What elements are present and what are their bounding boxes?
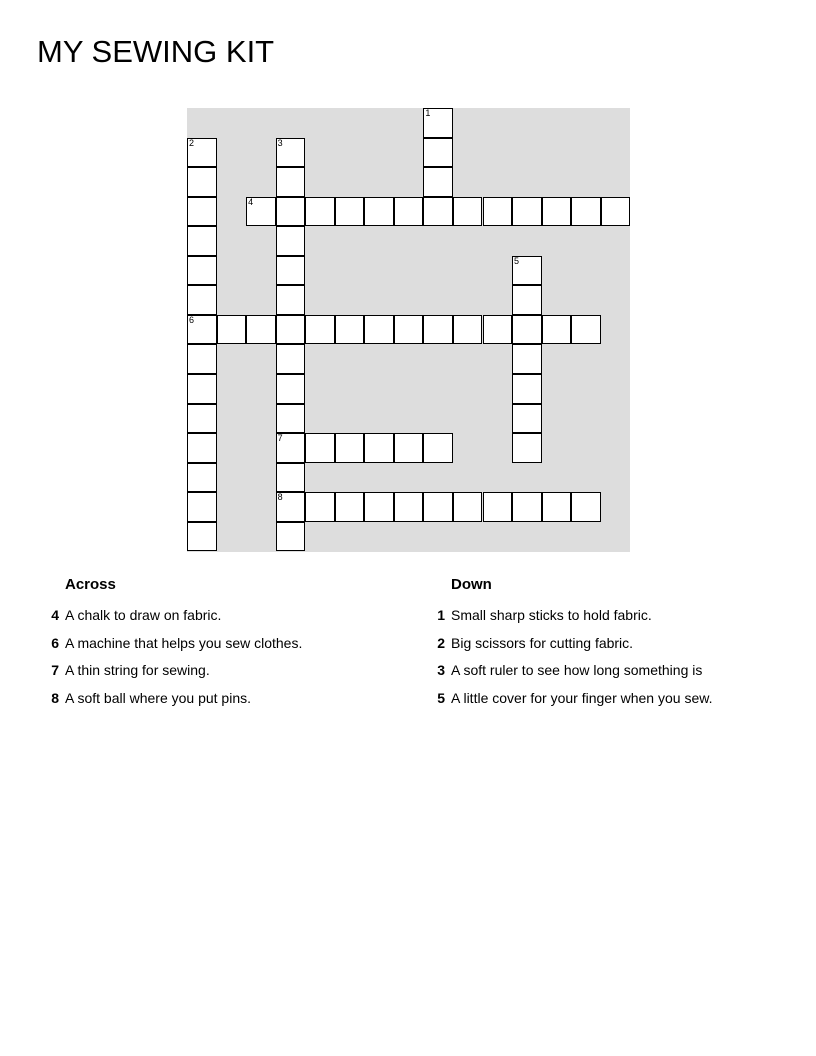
crossword-cell[interactable]	[305, 197, 335, 227]
crossword-cell[interactable]	[571, 492, 601, 522]
crossword-cell[interactable]	[423, 492, 453, 522]
across-clues	[37, 576, 302, 713]
crossword-cell[interactable]	[423, 433, 453, 463]
crossword-cell[interactable]	[571, 315, 601, 345]
crossword-cell[interactable]	[512, 315, 542, 345]
crossword-cell[interactable]	[335, 197, 365, 227]
clue-number: 6	[51, 634, 59, 651]
cell-number: 4	[248, 196, 254, 207]
crossword-cell[interactable]	[276, 522, 306, 552]
crossword-cell[interactable]	[483, 492, 513, 522]
crossword-cell[interactable]	[305, 315, 335, 345]
crossword-cell[interactable]	[187, 522, 217, 552]
crossword-cell[interactable]	[187, 197, 217, 227]
crossword-cell[interactable]	[453, 197, 483, 227]
crossword-cell[interactable]	[187, 404, 217, 434]
cell-number: 6	[189, 314, 195, 325]
crossword-cell[interactable]	[512, 197, 542, 227]
page-title: MY SEWING KIT	[37, 34, 275, 69]
clue-down	[423, 602, 712, 630]
crossword-cell[interactable]	[276, 404, 306, 434]
crossword-cell[interactable]	[423, 167, 453, 197]
crossword-grid	[187, 108, 630, 552]
crossword-cell[interactable]	[187, 492, 217, 522]
clue-across	[37, 630, 302, 658]
crossword-cell[interactable]	[394, 315, 424, 345]
crossword-cell[interactable]	[187, 433, 217, 463]
crossword-cell[interactable]	[276, 256, 306, 286]
crossword-cell[interactable]	[276, 344, 306, 374]
crossword-cell[interactable]	[512, 285, 542, 315]
crossword-cell[interactable]	[512, 492, 542, 522]
crossword-cell[interactable]	[187, 344, 217, 374]
crossword-cell[interactable]	[542, 315, 572, 345]
crossword-cell[interactable]	[335, 433, 365, 463]
crossword-cell[interactable]	[276, 492, 306, 522]
crossword-cell[interactable]	[246, 197, 276, 227]
crossword-cell[interactable]	[276, 226, 306, 256]
crossword-cell[interactable]	[187, 374, 217, 404]
crossword-cell[interactable]	[276, 285, 306, 315]
clue-down	[423, 685, 712, 713]
crossword-cell[interactable]	[571, 197, 601, 227]
crossword-cell[interactable]	[483, 315, 513, 345]
crossword-cell[interactable]	[364, 197, 394, 227]
clue-number: 2	[437, 634, 445, 651]
crossword-cell[interactable]	[187, 463, 217, 493]
clue-text: A soft ball where you put pins.	[65, 690, 251, 707]
crossword-cell[interactable]	[276, 197, 306, 227]
crossword-cell[interactable]	[276, 463, 306, 493]
crossword-cell[interactable]	[512, 433, 542, 463]
crossword-cell[interactable]	[453, 492, 483, 522]
clue-number: 1	[437, 607, 445, 623]
crossword-cell[interactable]	[394, 197, 424, 227]
clue-text: Big scissors for cutting fabric.	[451, 634, 634, 651]
clue-number: 5	[437, 690, 445, 707]
crossword-cell[interactable]	[423, 197, 453, 227]
crossword-cell[interactable]	[276, 315, 306, 345]
crossword-cell[interactable]	[276, 138, 306, 168]
crossword-cell[interactable]	[187, 138, 217, 168]
crossword-cell[interactable]	[217, 315, 247, 345]
crossword-cell[interactable]	[305, 433, 335, 463]
crossword-cell[interactable]	[453, 315, 483, 345]
clue-down	[423, 630, 712, 658]
clue-number: 8	[51, 690, 59, 707]
crossword-cell[interactable]	[187, 285, 217, 315]
crossword-cell[interactable]	[483, 197, 513, 227]
crossword-cell[interactable]	[335, 492, 365, 522]
crossword-cell[interactable]	[364, 315, 394, 345]
crossword-cell[interactable]	[423, 138, 453, 168]
clue-across	[37, 657, 302, 685]
crossword-cell[interactable]	[305, 492, 335, 522]
down-heading: Down	[451, 576, 492, 593]
across-heading: Across	[65, 576, 116, 593]
cell-number: 1	[425, 108, 431, 118]
crossword-cell[interactable]	[187, 256, 217, 286]
crossword-cell[interactable]	[512, 404, 542, 434]
clue-text: A thin string for sewing.	[65, 662, 210, 679]
crossword-cell[interactable]	[423, 315, 453, 345]
cell-number: 2	[189, 137, 195, 148]
cell-number: 3	[277, 137, 283, 148]
crossword-cell[interactable]	[276, 433, 306, 463]
cell-number: 5	[514, 255, 520, 266]
crossword-cell[interactable]	[512, 344, 542, 374]
crossword-cell[interactable]	[512, 256, 542, 286]
crossword-cell[interactable]	[394, 492, 424, 522]
crossword-cell[interactable]	[542, 492, 572, 522]
crossword-cell[interactable]	[394, 433, 424, 463]
clue-text: A soft ruler to see how long something is	[451, 662, 703, 679]
cell-number: 7	[277, 433, 283, 444]
crossword-cell[interactable]	[276, 374, 306, 404]
crossword-cell[interactable]	[187, 167, 217, 197]
clue-text: A little cover for your finger when you sew.	[451, 690, 713, 707]
down-clues	[423, 576, 712, 713]
crossword-cell[interactable]	[542, 197, 572, 227]
crossword-cell[interactable]	[364, 433, 394, 463]
clue-text: Small sharp sticks to hold fabric.	[451, 607, 652, 623]
crossword-cell[interactable]	[423, 108, 453, 138]
crossword-cell[interactable]	[276, 167, 306, 197]
clue-number: 7	[51, 662, 59, 679]
clue-number: 3	[437, 662, 445, 679]
crossword-cell[interactable]	[512, 374, 542, 404]
clue-across	[37, 602, 302, 630]
crossword-cell[interactable]	[601, 197, 631, 227]
clue-text: A chalk to draw on fabric.	[65, 607, 222, 623]
crossword-cell[interactable]	[187, 226, 217, 256]
crossword-cell[interactable]	[335, 315, 365, 345]
clue-down	[423, 657, 712, 685]
cell-number: 8	[277, 492, 283, 503]
clue-text: A machine that helps you sew clothes.	[65, 634, 303, 651]
clue-across	[37, 685, 302, 713]
crossword-cell[interactable]	[364, 492, 394, 522]
crossword-cell[interactable]	[246, 315, 276, 345]
clue-number: 4	[51, 607, 59, 623]
crossword-cell[interactable]	[187, 315, 217, 345]
